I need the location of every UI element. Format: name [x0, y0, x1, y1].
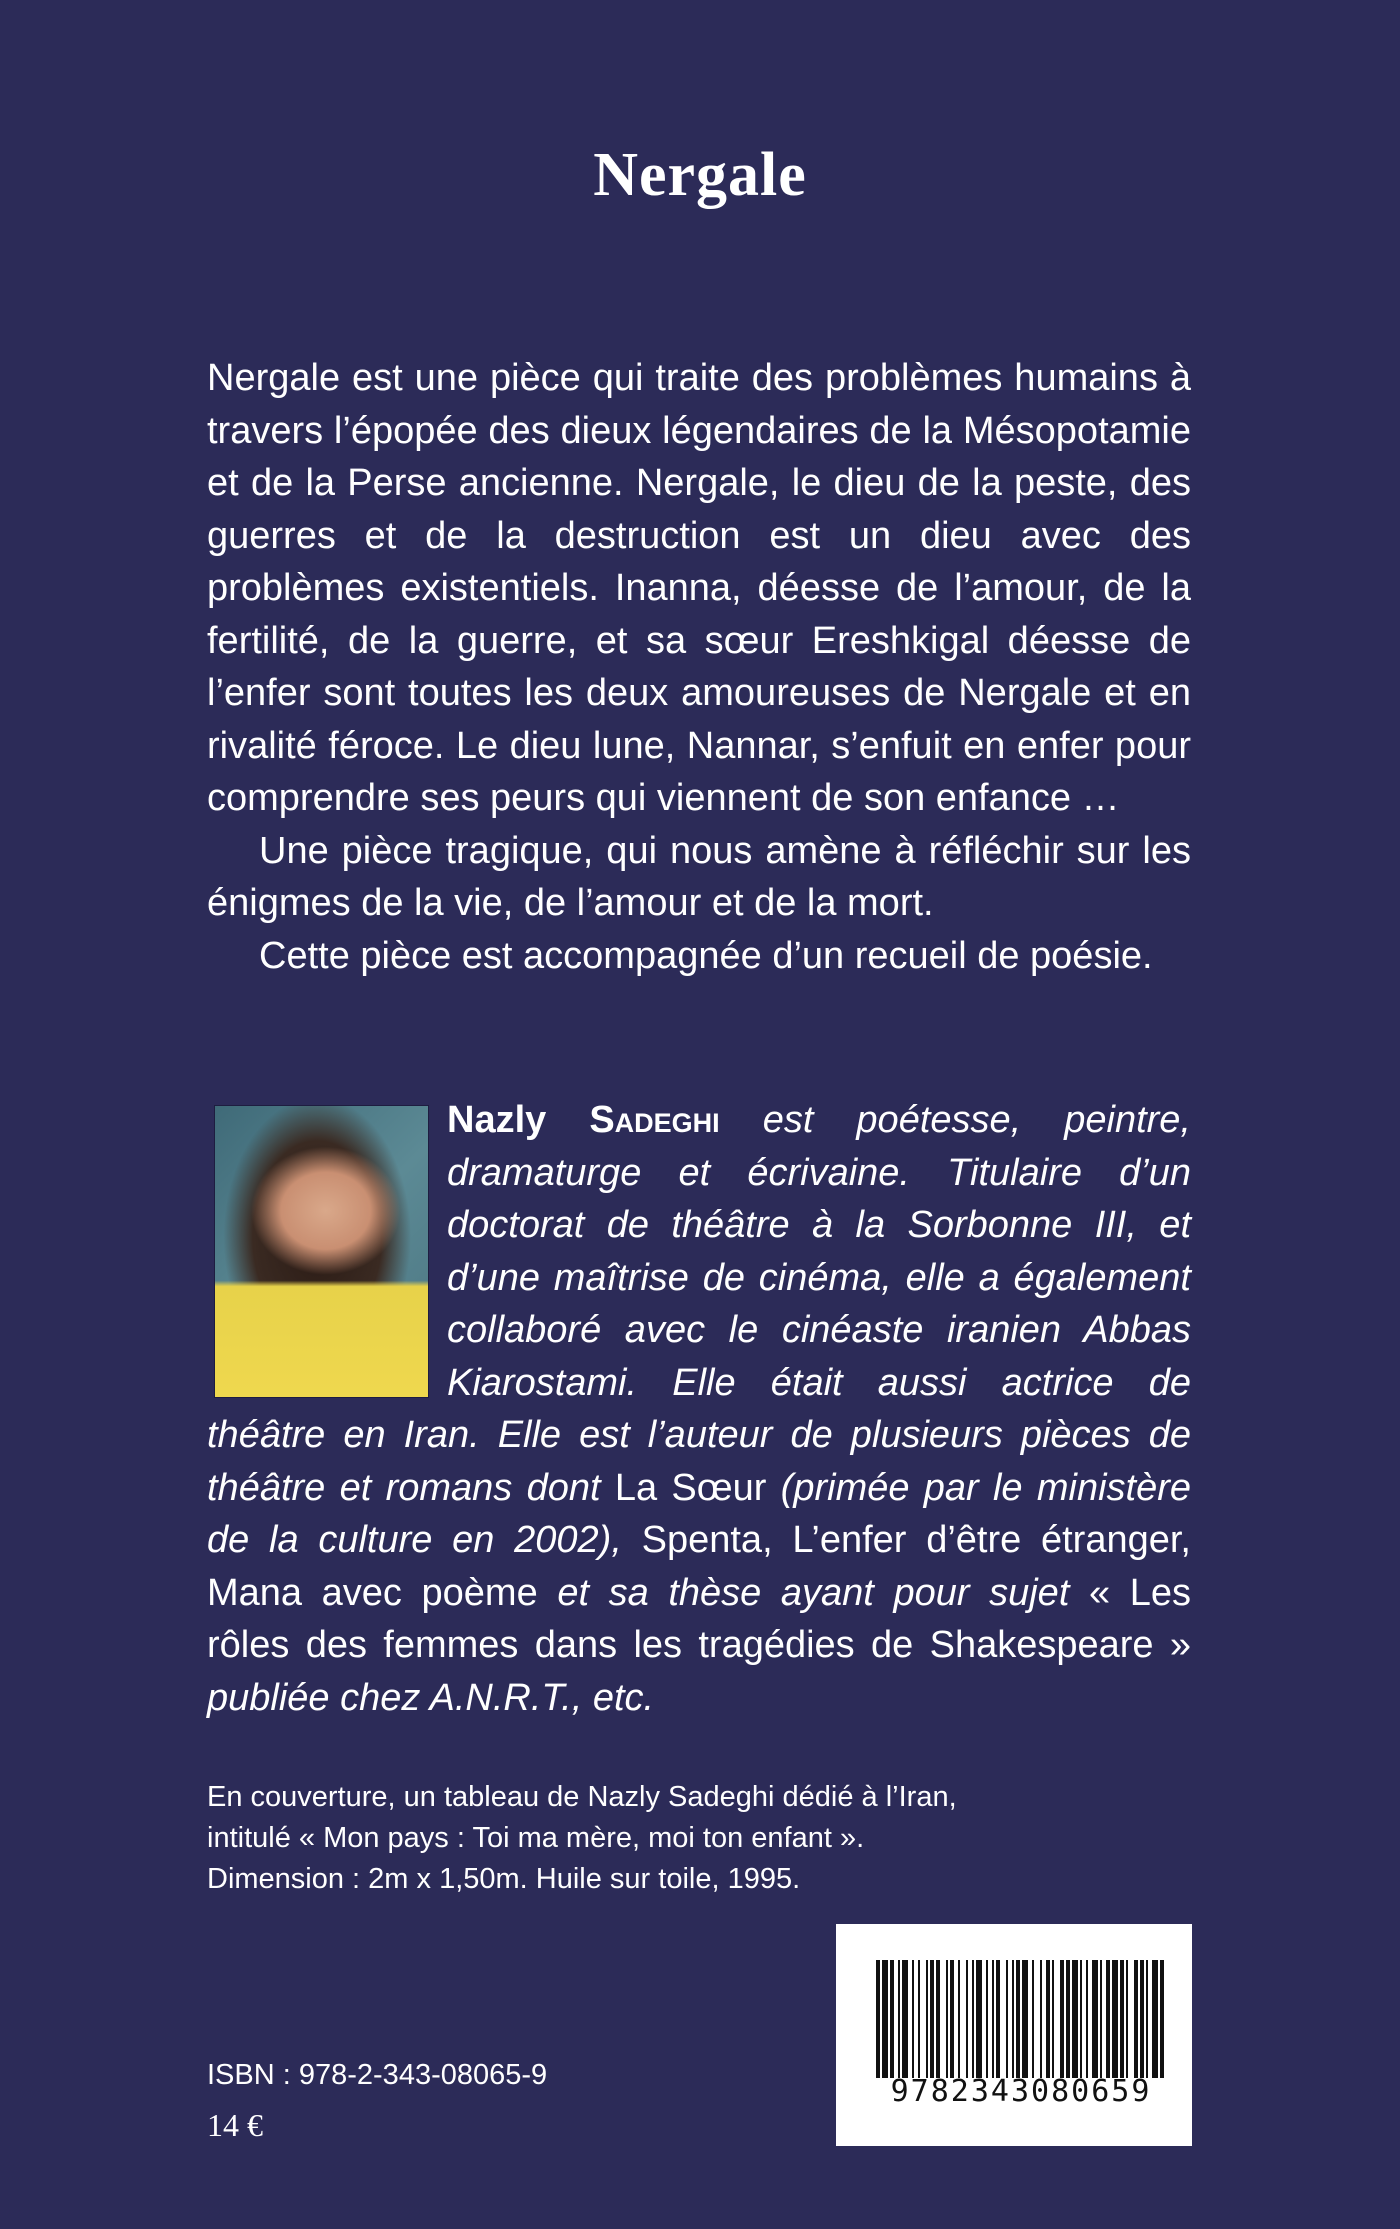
blurb-paragraph-2: Une pièce tragique, qui nous amène à réfléchir sur les énigmes de la vie, de l’amour et de la mort.	[207, 829, 1191, 924]
blurb-paragraph-1: Nergale est une pièce qui traite des problèmes humains à travers l’épopée des dieux légendaires de la Mésopotamie et de la Perse ancienne. Nergale, le dieu de la peste, des guerres et de la destruction est un dieu avec des problèmes existentiels. Inanna, déesse de l’amour, de la fertilité, de la guerre, et sa sœur Ereshkigal déesse de l’enfer sont toutes les deux amoureuses de Nergale et en rivalité féroce. Le dieu lune, Nannar, s’enfuit en enfer pour comprendre ses peurs qui viennent de son enfance …	[207, 357, 1191, 819]
author-last-name: Sadeghi	[589, 1099, 720, 1141]
bio-text-4: publiée chez A.N.R.T., etc.	[207, 1676, 655, 1719]
author-bio	[207, 1094, 1191, 1724]
blurb	[207, 352, 1191, 982]
barcode-digits: 9782343080659	[890, 2074, 1152, 2109]
bio-works-2: Spenta, L’enfer d’être étranger, Mana avec poème	[207, 1519, 1191, 1614]
book-title: Nergale	[593, 141, 807, 209]
cover-credit-line-3: Dimension : 2m x 1,50m. Huile sur toile, 1995.	[207, 1863, 801, 1895]
cover-credit-line-1: En couverture, un tableau de Nazly Sadeghi dédié à l’Iran,	[207, 1781, 957, 1813]
cover-credit-line-2: intitulé « Mon pays : Toi ma mère, moi ton enfant ».	[207, 1822, 865, 1854]
bio-text-3: et sa thèse ayant pour sujet	[537, 1571, 1089, 1614]
blurb-paragraph-3: Cette pièce est accompagnée d’un recueil de poésie.	[259, 934, 1153, 977]
bio-text-1: est poétesse, peintre, dramaturge et écrivaine. Titulaire d’un doctorat de théâtre à la Sorbonne III, et d’une maîtrise de cinéma, elle a également collaboré avec le cinéaste iranien Abbas Kiarostami. Elle était aussi actrice de théâtre en Iran. Elle est l’auteur de plusieurs pièces de théâtre et romans dont	[207, 1099, 1191, 1509]
author-first-name: Nazly	[447, 1099, 547, 1141]
bio-text-2: (primée par le ministère de la culture en 2002),	[207, 1466, 1192, 1561]
bio-work-1: La Sœur	[614, 1466, 767, 1509]
barcode-bars	[876, 1960, 1166, 2078]
barcode	[836, 1924, 1192, 2146]
bio-thesis: « Les rôles des femmes dans les tragédies de Shakespeare »	[207, 1571, 1191, 1666]
price: 14 €	[207, 2107, 263, 2143]
isbn: ISBN : 978-2-343-08065-9	[207, 2059, 548, 2091]
cover-credit	[207, 1777, 1007, 1900]
